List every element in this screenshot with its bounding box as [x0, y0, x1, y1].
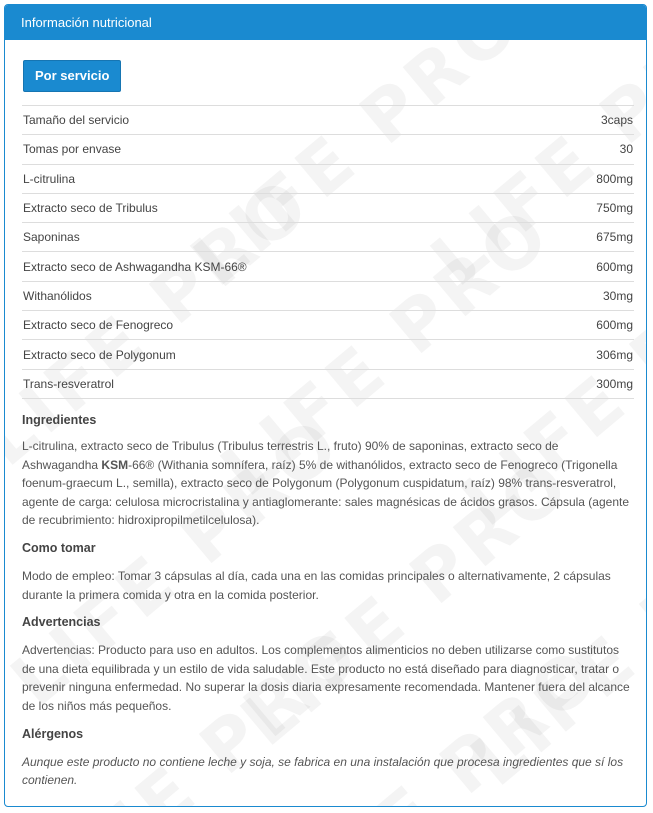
nutrient-name: Extracto seco de Polygonum — [23, 347, 176, 362]
ingredients-text-bold: KSM — [101, 457, 129, 472]
nutrient-value: 30mg — [602, 288, 633, 303]
nutrient-value: 600mg — [596, 259, 633, 274]
allergens-text: Aunque este producto no contiene leche y soja, se fabrica en una instalación que procesa ingredientes que sí los contienen. — [22, 754, 624, 788]
table-row — [22, 281, 634, 310]
nutrient-value: 675mg — [596, 230, 633, 245]
nutrient-name: Extracto seco de Ashwagandha KSM-66® — [23, 259, 247, 274]
usage-title: Como tomar — [22, 540, 96, 555]
table-row — [22, 311, 634, 340]
table-row — [22, 164, 634, 193]
nutrition-panel — [4, 4, 647, 807]
panel-content — [5, 40, 646, 790]
ingredients-text-part: L-citrulina, extracto seco de Tribulus (Tribulus terrestris L., fruto) 90% de saponinas, extracto seco de Ashwagandha — [22, 438, 559, 472]
ingredients-text-part: -66® (Withania somnífera, raíz) 5% de withanólidos, extracto seco de Fenogreco (Trigonella foenum-graecum L., semilla), extracto seco de Polygonum (Polygonum cuspidatum, raíz) 98% trans-resveratrol, agente de carga: celulosa microcristalina y antiaglomerante: sales magnésicas de ácidos grasos. Cápsula (agente de recubrimiento: hidroxipropilmetilcelulosa). — [22, 457, 630, 528]
nutrient-name: Tomas por envase — [23, 142, 122, 157]
table-row — [22, 193, 634, 222]
nutrient-value: 600mg — [596, 318, 633, 333]
nutrient-value: 800mg — [596, 171, 633, 186]
nutrient-name: L-citrulina — [23, 171, 76, 186]
table-row — [22, 369, 634, 398]
table-row — [22, 223, 634, 252]
table-row — [22, 135, 634, 164]
ingredients-text — [22, 437, 630, 530]
nutrient-value: 750mg — [596, 201, 633, 216]
nutrient-value: 300mg — [596, 376, 633, 391]
nutrient-name: Withanólidos — [23, 288, 92, 303]
allergens-title: Alérgenos — [22, 726, 84, 741]
usage-text: Modo de empleo: Tomar 3 cápsulas al día, cada una en las comidas principales o alternativamente, 2 cápsulas durante la primera comida y otra en la comida posterior. — [22, 568, 611, 602]
nutrient-name: Extracto seco de Fenogreco — [23, 318, 174, 333]
ingredients-title: Ingredientes — [22, 412, 97, 427]
table-row — [22, 340, 634, 369]
table-row — [22, 106, 634, 135]
nutrition-table — [22, 105, 634, 399]
panel-header: Información nutricional — [5, 5, 646, 40]
table-row — [22, 252, 634, 281]
tab-por-servicio[interactable]: Por servicio — [23, 60, 121, 92]
nutrient-name: Extracto seco de Tribulus — [23, 201, 158, 216]
nutrient-value: 306mg — [596, 347, 633, 362]
nutrient-name: Tamaño del servicio — [23, 113, 130, 128]
nutrient-value: 3caps — [600, 113, 633, 128]
nutrient-value: 30 — [619, 142, 633, 157]
nutrient-name: Trans-resveratrol — [23, 376, 114, 391]
warnings-title: Advertencias — [22, 615, 101, 630]
warnings-text: Advertencias: Producto para uso en adultos. Los complementos alimenticios no deben utilizarse como sustitutos de una dieta equilibrada y un estilo de vida saludable. Este producto no está diseñado para diagnosticar, tratar o prevenir ninguna enfermedad. No superar la dosis diaria expresamente recomendada. Mantener fuera del alcance de los niños más pequeños. — [22, 643, 630, 713]
nutrient-name: Saponinas — [23, 230, 80, 245]
